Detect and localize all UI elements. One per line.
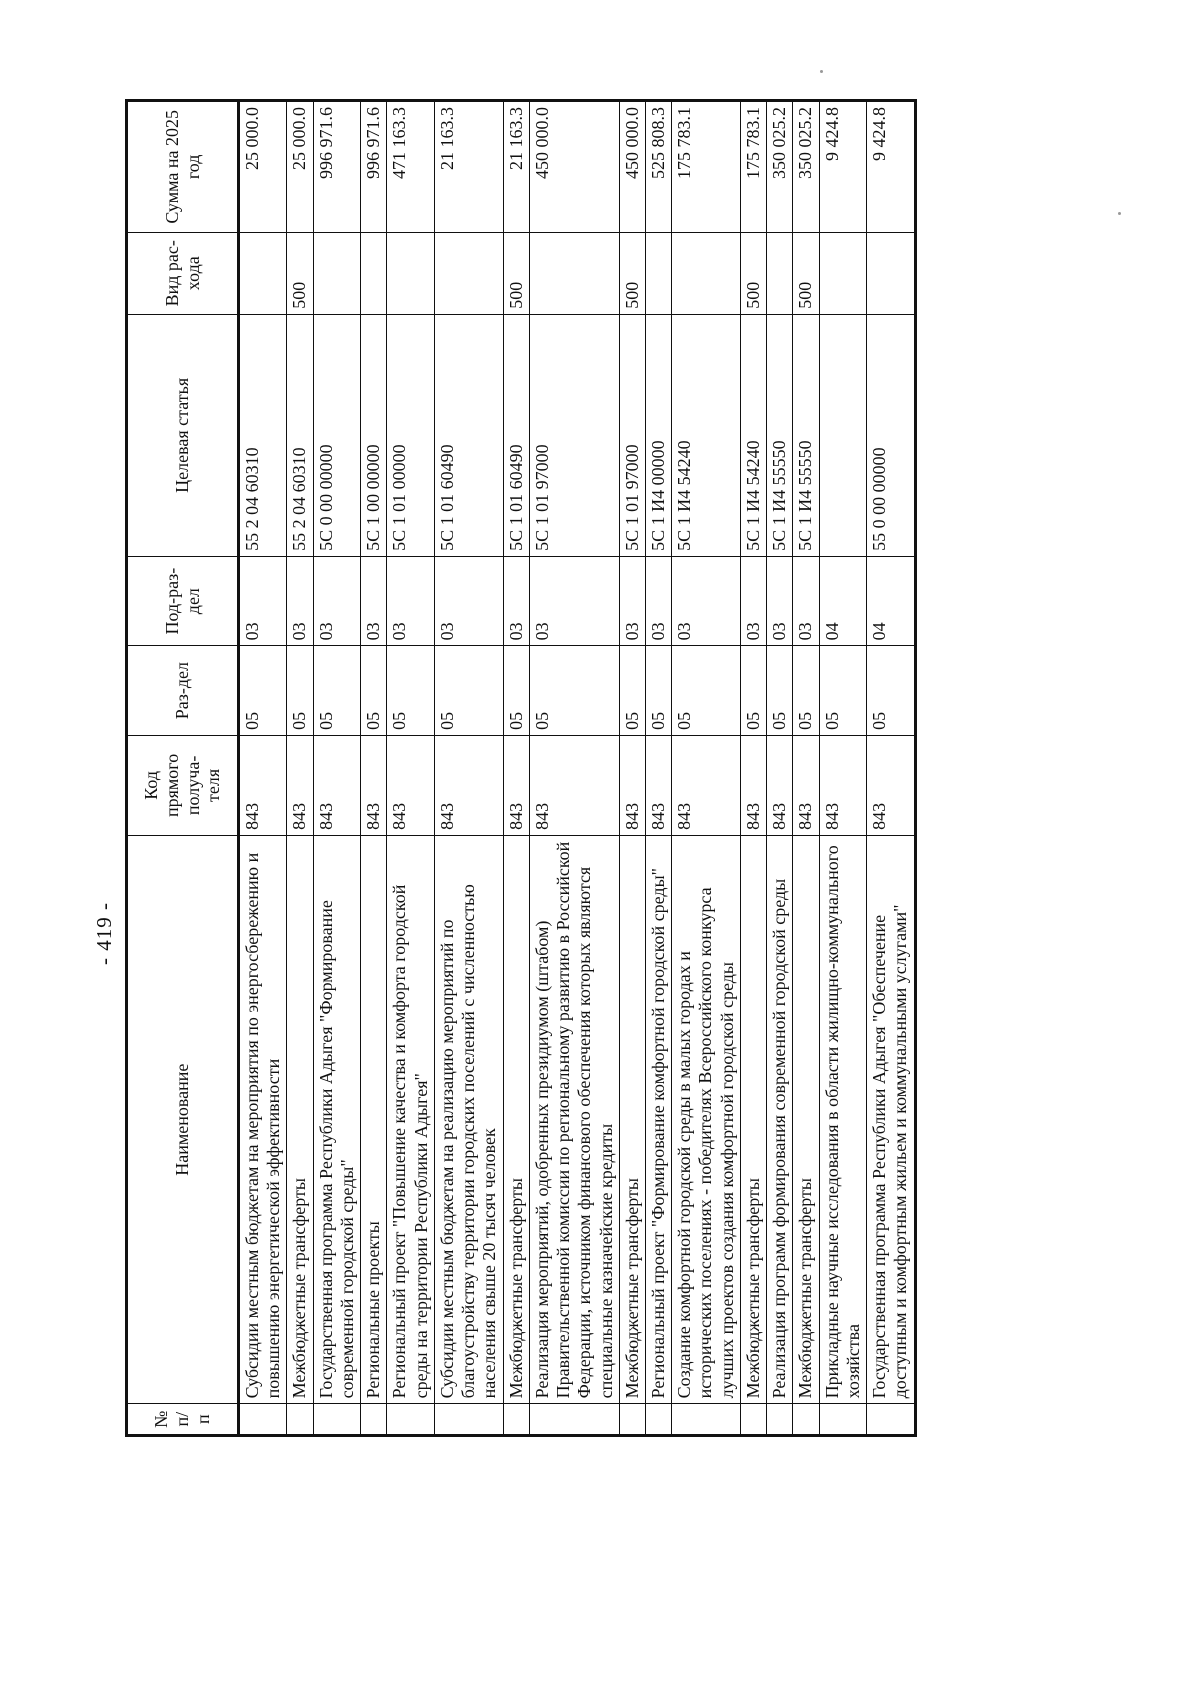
cell-section: 05 — [387, 646, 434, 735]
cell-recipient-code: 843 — [645, 735, 671, 835]
table-body — [239, 101, 916, 1436]
cell-name: Реализация мероприятий, одобренных президиумом (штабом) Правительственной комиссии по региональному развитию в Российской Федерации, источником финансового обеспечения которых являются специальные казначейские кредиты — [529, 835, 619, 1404]
cell-section: 05 — [645, 646, 671, 735]
table-row — [867, 101, 915, 1436]
cell-recipient-code: 843 — [529, 735, 619, 835]
cell-section: 05 — [793, 646, 819, 735]
cell-recipient-code: 843 — [793, 735, 819, 835]
cell-num — [529, 1404, 619, 1436]
cell-num — [239, 1404, 287, 1436]
cell-recipient-code: 843 — [287, 735, 313, 835]
table-row — [387, 101, 434, 1436]
cell-recipient-code: 843 — [767, 735, 793, 835]
cell-expense-type — [361, 232, 387, 314]
cell-sum: 471 163.3 — [387, 101, 434, 233]
header-expense-type: Вид рас-хода — [127, 232, 239, 314]
cell-recipient-code: 843 — [819, 735, 866, 835]
cell-subsection: 03 — [672, 556, 741, 645]
cell-target-article: 5С 1 И4 54240 — [672, 314, 741, 556]
cell-expense-type — [239, 232, 287, 314]
header-target-article: Целевая статья — [127, 314, 239, 556]
cell-section: 05 — [287, 646, 313, 735]
cell-sum: 450 000.0 — [529, 101, 619, 233]
cell-num — [740, 1404, 766, 1436]
cell-expense-type: 500 — [793, 232, 819, 314]
cell-target-article: 5С 1 01 97000 — [529, 314, 619, 556]
cell-target-article: 5С 1 И4 00000 — [645, 314, 671, 556]
cell-section: 05 — [740, 646, 766, 735]
cell-subsection: 03 — [740, 556, 766, 645]
cell-target-article: 55 2 04 60310 — [287, 314, 313, 556]
cell-expense-type — [819, 232, 866, 314]
cell-subsection: 03 — [645, 556, 671, 645]
table-row — [793, 101, 819, 1436]
cell-name: Государственная программа Республики Адыгея "Формирование современной городской среды" — [313, 835, 360, 1404]
cell-recipient-code: 843 — [239, 735, 287, 835]
cell-num — [361, 1404, 387, 1436]
cell-subsection: 03 — [529, 556, 619, 645]
table-row — [361, 101, 387, 1436]
cell-target-article — [819, 314, 866, 556]
cell-sum: 996 971.6 — [361, 101, 387, 233]
cell-subsection: 03 — [503, 556, 529, 645]
cell-subsection: 04 — [819, 556, 866, 645]
cell-name: Прикладные научные исследования в области жилищно-коммунального хозяйства — [819, 835, 866, 1404]
table-row — [672, 101, 741, 1436]
cell-subsection: 03 — [767, 556, 793, 645]
cell-sum: 175 783.1 — [672, 101, 741, 233]
cell-section: 05 — [819, 646, 866, 735]
cell-sum: 25 000.0 — [239, 101, 287, 233]
cell-name: Реализация программ формирования современной городской среды — [767, 835, 793, 1404]
cell-section: 05 — [529, 646, 619, 735]
cell-sum: 9 424.8 — [867, 101, 915, 233]
cell-target-article: 5С 1 00 00000 — [361, 314, 387, 556]
cell-recipient-code: 843 — [434, 735, 503, 835]
cell-num — [619, 1404, 645, 1436]
cell-expense-type — [529, 232, 619, 314]
cell-target-article: 5С 1 И4 54240 — [740, 314, 766, 556]
cell-expense-type — [767, 232, 793, 314]
cell-subsection: 03 — [793, 556, 819, 645]
cell-target-article: 55 0 00 00000 — [867, 314, 915, 556]
cell-expense-type: 500 — [740, 232, 766, 314]
cell-name: Межбюджетные трансферты — [619, 835, 645, 1404]
cell-sum: 9 424.8 — [819, 101, 866, 233]
table-row — [619, 101, 645, 1436]
table-row — [819, 101, 866, 1436]
cell-subsection: 03 — [239, 556, 287, 645]
cell-sum: 350 025.2 — [767, 101, 793, 233]
cell-target-article: 5С 1 И4 55550 — [793, 314, 819, 556]
cell-sum: 996 971.6 — [313, 101, 360, 233]
cell-subsection: 04 — [867, 556, 915, 645]
cell-name: Субсидии местным бюджетам на мероприятия по энергосбережению и повышению энергетической эффективности — [239, 835, 287, 1404]
table-header — [127, 101, 239, 1436]
cell-section: 05 — [239, 646, 287, 735]
cell-num — [819, 1404, 866, 1436]
cell-expense-type — [313, 232, 360, 314]
cell-recipient-code: 843 — [313, 735, 360, 835]
cell-target-article: 5С 1 01 00000 — [387, 314, 434, 556]
cell-num — [793, 1404, 819, 1436]
cell-expense-type: 500 — [287, 232, 313, 314]
cell-sum: 21 163.3 — [434, 101, 503, 233]
table-row — [313, 101, 360, 1436]
cell-target-article: 5С 1 01 60490 — [434, 314, 503, 556]
table-row — [740, 101, 766, 1436]
table-row — [287, 101, 313, 1436]
cell-subsection: 03 — [313, 556, 360, 645]
cell-name: Создание комфортной городской среды в малых городах и исторических поселениях - победителях Всероссийского конкурса лучших проектов создания комфортной городской среды — [672, 835, 741, 1404]
cell-section: 05 — [434, 646, 503, 735]
cell-name: Межбюджетные трансферты — [503, 835, 529, 1404]
cell-recipient-code: 843 — [867, 735, 915, 835]
cell-section: 05 — [503, 646, 529, 735]
cell-num — [503, 1404, 529, 1436]
header-sum-2025: Сумма на 2025 год — [127, 101, 239, 233]
cell-sum: 525 808.3 — [645, 101, 671, 233]
cell-subsection: 03 — [387, 556, 434, 645]
cell-num — [313, 1404, 360, 1436]
cell-recipient-code: 843 — [672, 735, 741, 835]
cell-name: Субсидии местным бюджетам на реализацию мероприятий по благоустройству территории городских поселений с численностью населения свыше 20 тысяч человек — [434, 835, 503, 1404]
cell-expense-type — [672, 232, 741, 314]
table-row — [239, 101, 287, 1436]
cell-expense-type — [867, 232, 915, 314]
page-number: - 419 - — [92, 902, 116, 965]
cell-section: 05 — [619, 646, 645, 735]
cell-num — [287, 1404, 313, 1436]
cell-sum: 25 000.0 — [287, 101, 313, 233]
table-row — [529, 101, 619, 1436]
cell-recipient-code: 843 — [387, 735, 434, 835]
table-row — [434, 101, 503, 1436]
table-row — [767, 101, 793, 1436]
cell-sum: 350 025.2 — [793, 101, 819, 233]
cell-section: 05 — [867, 646, 915, 735]
cell-expense-type — [387, 232, 434, 314]
cell-num — [387, 1404, 434, 1436]
cell-num — [867, 1404, 915, 1436]
table-row — [645, 101, 671, 1436]
cell-section: 05 — [313, 646, 360, 735]
cell-section: 05 — [672, 646, 741, 735]
cell-name: Региональный проект "Формирование комфортной городской среды" — [645, 835, 671, 1404]
cell-num — [767, 1404, 793, 1436]
cell-sum: 21 163.3 — [503, 101, 529, 233]
header-section: Раз-дел — [127, 646, 239, 735]
cell-target-article: 5С 1 И4 55550 — [767, 314, 793, 556]
cell-name: Государственная программа Республики Адыгея "Обеспечение доступным и комфортным жильем и коммунальными услугами" — [867, 835, 915, 1404]
cell-recipient-code: 843 — [361, 735, 387, 835]
cell-target-article: 55 2 04 60310 — [239, 314, 287, 556]
cell-target-article: 5С 0 00 00000 — [313, 314, 360, 556]
cell-recipient-code: 843 — [503, 735, 529, 835]
cell-name: Межбюджетные трансферты — [287, 835, 313, 1404]
cell-name: Межбюджетные трансферты — [740, 835, 766, 1404]
header-name: Наименование — [127, 835, 239, 1404]
cell-name: Межбюджетные трансферты — [793, 835, 819, 1404]
cell-section: 05 — [767, 646, 793, 735]
cell-subsection: 03 — [361, 556, 387, 645]
cell-name: Региональные проекты — [361, 835, 387, 1404]
cell-subsection: 03 — [434, 556, 503, 645]
cell-recipient-code: 843 — [740, 735, 766, 835]
cell-name: Региональный проект "Повышение качества и комфорта городской среды на территории Республики Адыгея" — [387, 835, 434, 1404]
cell-recipient-code: 843 — [619, 735, 645, 835]
budget-table — [125, 99, 917, 1437]
cell-subsection: 03 — [619, 556, 645, 645]
header-subsection: Под-раз-дел — [127, 556, 239, 645]
cell-num — [645, 1404, 671, 1436]
table-row — [503, 101, 529, 1436]
cell-expense-type — [645, 232, 671, 314]
cell-expense-type — [434, 232, 503, 314]
cell-sum: 175 783.1 — [740, 101, 766, 233]
cell-expense-type: 500 — [503, 232, 529, 314]
cell-num — [672, 1404, 741, 1436]
cell-expense-type: 500 — [619, 232, 645, 314]
cell-target-article: 5С 1 01 97000 — [619, 314, 645, 556]
header-recipient-code: Код прямого получа-теля — [127, 735, 239, 835]
cell-section: 05 — [361, 646, 387, 735]
cell-num — [434, 1404, 503, 1436]
cell-target-article: 5С 1 01 60490 — [503, 314, 529, 556]
cell-subsection: 03 — [287, 556, 313, 645]
cell-sum: 450 000.0 — [619, 101, 645, 233]
header-num: № п/п — [127, 1404, 239, 1436]
